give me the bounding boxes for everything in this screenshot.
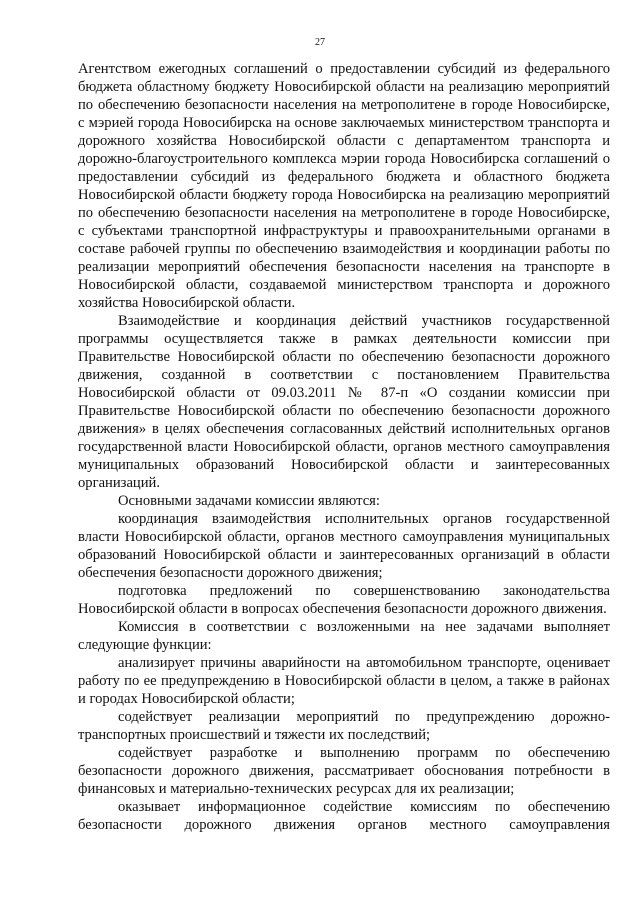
paragraph-main-tasks-heading: Основными задачами комиссии являются: xyxy=(118,493,380,509)
page-number: 27 xyxy=(315,37,325,48)
paragraph-task-proposals: подготовка предложений по совершенствованию законодательства Новосибирской области в вопросах обеспечения безопасности дорожного движения. xyxy=(78,583,610,617)
paragraph-commission-coordination: Взаимодействие и координация действий участников государственной программы осуществляется также в рамках деятельности комиссии при Правительстве Новосибирской области по обеспечению безопасности дорожного движения, созданной в соответствии с постановлением Правительства Новосибирской области от 09.03.2011 № 87-п «О создании комиссии при Правительстве Новосибирской области по обеспечению безопасности дорожного движения» в целях обеспечения согласованных действий исполнительных органов государственной власти Новосибирской области, органов местного самоуправления муниципальных образований Новосибирской области и заинтересованных организаций. xyxy=(78,313,610,491)
paragraph-function-programs: содействует разработке и выполнению программ по обеспечению безопасности дорожного движения, рассматривает обоснования потребности в финансовых и материально-технических ресурсах для их реализации; xyxy=(78,745,610,797)
paragraph-function-analysis: анализирует причины аварийности на автомобильном транспорте, оценивает работу по ее предупреждению в Новосибирской области в целом, а также в районах и городах Новосибирской области; xyxy=(78,655,610,707)
document-body xyxy=(78,60,610,834)
paragraph-functions-heading: Комиссия в соответствии с возложенными на нее задачами выполняет следующие функции: xyxy=(78,619,610,653)
paragraph-function-information: оказывает информационное содействие комиссиям по обеспечению безопасности дорожного движения органов местного самоуправления xyxy=(78,799,610,833)
paragraph-agency-agreements: Агентством ежегодных соглашений о предоставлении субсидий из федерального бюджета областному бюджету Новосибирской области на реализацию мероприятий по обеспечению безопасности населения на метрополитене в городе Новосибирске, с мэрией города Новосибирска на основе заключаемых министерством транспорта и дорожного хозяйства Новосибирской области с департаментом транспорта и дорожно-благоустроительного комплекса мэрии города Новосибирска соглашений о предоставлении субсидий из федерального бюджета и областного бюджета Новосибирской области бюджету города Новосибирска на реализацию мероприятий по обеспечению безопасности населения на метрополитене в городе Новосибирске, с субъектами транспортной инфраструктуры и правоохранительными органами в составе рабочей группы по обеспечению взаимодействия и координации работы по реализации мероприятий обеспечения безопасности населения на транспорте в Новосибирской области, создаваемой министерством транспорта и дорожного хозяйства Новосибирской области. xyxy=(78,61,610,311)
paragraph-task-coordination: координация взаимодействия исполнительных органов государственной власти Новосибирской области, органов местного самоуправления муниципальных образований Новосибирской области и заинтересованных организаций в области обеспечения безопасности дорожного движения; xyxy=(78,511,610,581)
paragraph-function-prevention: содействует реализации мероприятий по предупреждению дорожно-транспортных происшествий и тяжести их последствий; xyxy=(78,709,610,743)
